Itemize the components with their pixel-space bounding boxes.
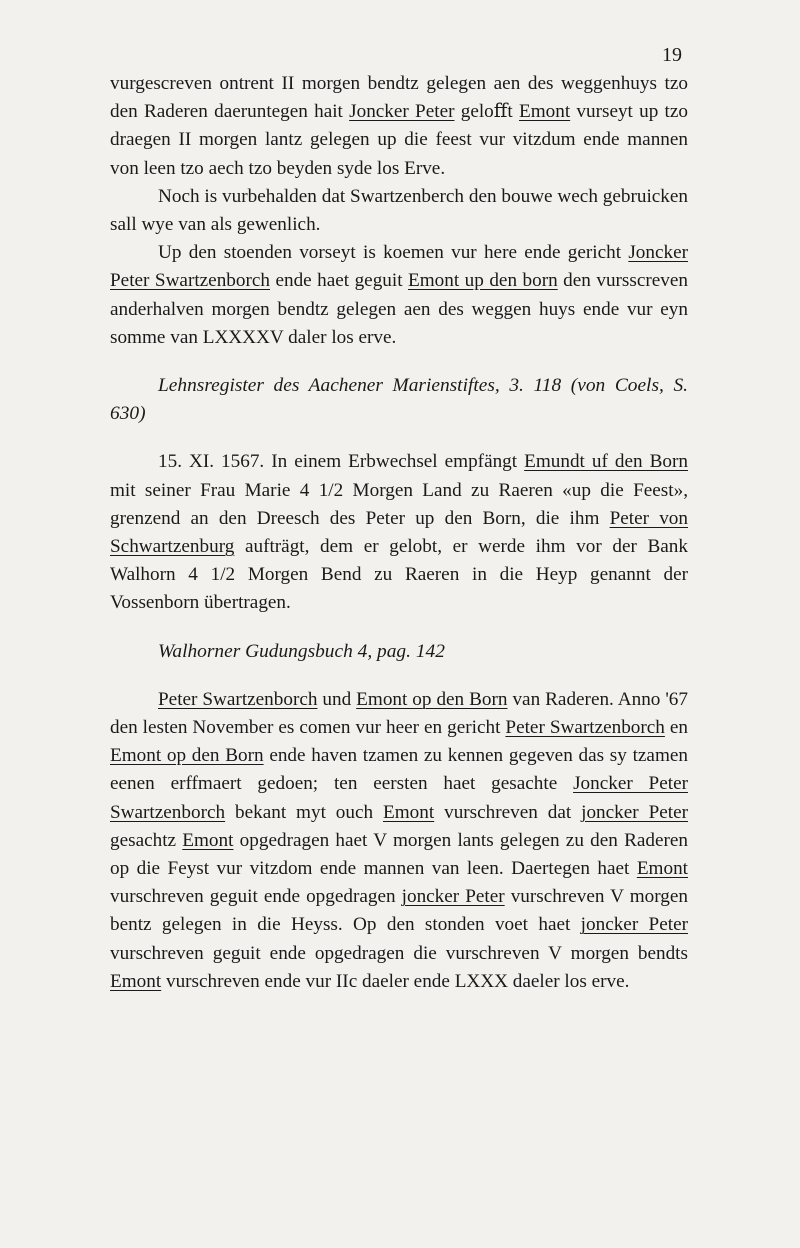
text-run: und: [317, 688, 357, 710]
body-text: [110, 70, 688, 996]
text-run: vurseyt up tzo draegen II morgen lantz gelegen up die feest vur vitzdum ende mannen von leen tzo aech tzo beyden syde los Erve.: [110, 101, 689, 179]
underlined-name: joncker Peter: [401, 886, 505, 908]
underlined-name: Peter Swartzenborch: [158, 688, 318, 710]
text-run: bekant myt ouch: [225, 801, 384, 823]
text-paragraph: [110, 448, 688, 617]
underlined-name: Emont up den born: [408, 270, 558, 292]
underlined-name: Emont: [636, 858, 688, 880]
underlined-name: Emundt uf den Born: [524, 451, 688, 473]
underlined-name: Joncker Peter: [349, 101, 455, 123]
text-run: vurschreven dat: [434, 801, 582, 823]
text-run: vurgescreven ontrent II morgen bendtz gelegen aen des weggenhuys tzo den Raderen daeruntegen hait: [110, 73, 688, 123]
text-run: ende haven tzamen zu kennen gegeven das sy tzamen eenen erffmaert gedoen; ten eersten haet gesachte: [110, 745, 688, 795]
text-run: van Raderen. Anno '67 den lesten November es comen vur heer en gericht: [110, 688, 688, 739]
underlined-name: Peter Swartzenborch: [505, 717, 665, 739]
text-run: en: [664, 717, 688, 739]
text-run: den vursscreven anderhalven morgen bendtz gelegen aen des weggen huys ende vur eyn somme van LXXXXV daler los erve.: [110, 270, 688, 348]
text-paragraph: [110, 183, 688, 239]
text-run: aufträgt, dem er gelobt, er werde ihm vor der Bank Walhorn 4 1/2 Morgen Bend zu Raeren in die Heyp genannt der Vossenborn übertragen.: [110, 536, 688, 614]
underlined-name: Joncker Peter Swartzenborch: [110, 242, 688, 292]
text-run: vurschreven geguit ende opgedragen die vurschreven V morgen bendts: [110, 942, 688, 964]
underlined-name: joncker Peter: [581, 801, 688, 823]
text-run: Up den stoenden vorseyt is koemen vur here ende gericht: [158, 242, 629, 264]
underlined-name: Emont op den Born: [110, 745, 264, 767]
underlined-name: Joncker Peter Swartzenborch: [110, 773, 688, 823]
page-number: 19: [662, 44, 682, 66]
underlined-name: Emont op den Born: [356, 688, 508, 710]
text-run: mit seiner Frau Marie 4 1/2 Morgen Land zu Raeren «up die Feest», grenzend an den Dreesch des Peter up den Born, die ihm: [110, 479, 688, 529]
text-paragraph: [110, 70, 688, 183]
text-run: vurschreven geguit ende opgedragen: [110, 886, 402, 908]
underlined-name: Emont: [182, 829, 234, 851]
source-citation: [110, 372, 688, 428]
text-paragraph: [110, 686, 688, 996]
underlined-name: Emont: [110, 970, 162, 992]
text-run: vurschreven V morgen bentz gelegen in die Heyss. Op den stonden voet haet: [110, 886, 688, 936]
text-run: gesachtz: [110, 829, 183, 851]
source-citation: [110, 638, 688, 666]
text-run: opgedragen haet V morgen lants gelegen zu den Raderen op die Feyst vur vitzdom ende mannen van leen. Daertegen haet: [110, 829, 688, 880]
text-run: ende haet geguit: [269, 270, 409, 292]
text-run: Lehnsregister des Aachener Marienstiftes, 3. 118 (von Coels, S. 630): [110, 375, 688, 425]
underlined-name: Emont: [383, 801, 435, 823]
text-run: 15. XI. 1567. In einem Erbwechsel empfängt: [158, 451, 525, 473]
underlined-name: joncker Peter: [580, 914, 688, 936]
underlined-name: Peter von Schwartzenburg: [110, 507, 688, 558]
text-run: Walhorner Gudungsbuch 4, pag. 142: [158, 640, 445, 662]
text-run: vurschreven ende vur IIc daeler ende LXXX daeler los erve.: [161, 970, 630, 992]
text-paragraph: [110, 239, 688, 352]
text-run: Noch is vurbehalden dat Swartzenberch den bouwe wech gebruicken sall wye van als gewenlich.: [110, 185, 688, 236]
text-run: geloﬀt: [454, 101, 519, 123]
underlined-name: Emont: [518, 101, 571, 123]
